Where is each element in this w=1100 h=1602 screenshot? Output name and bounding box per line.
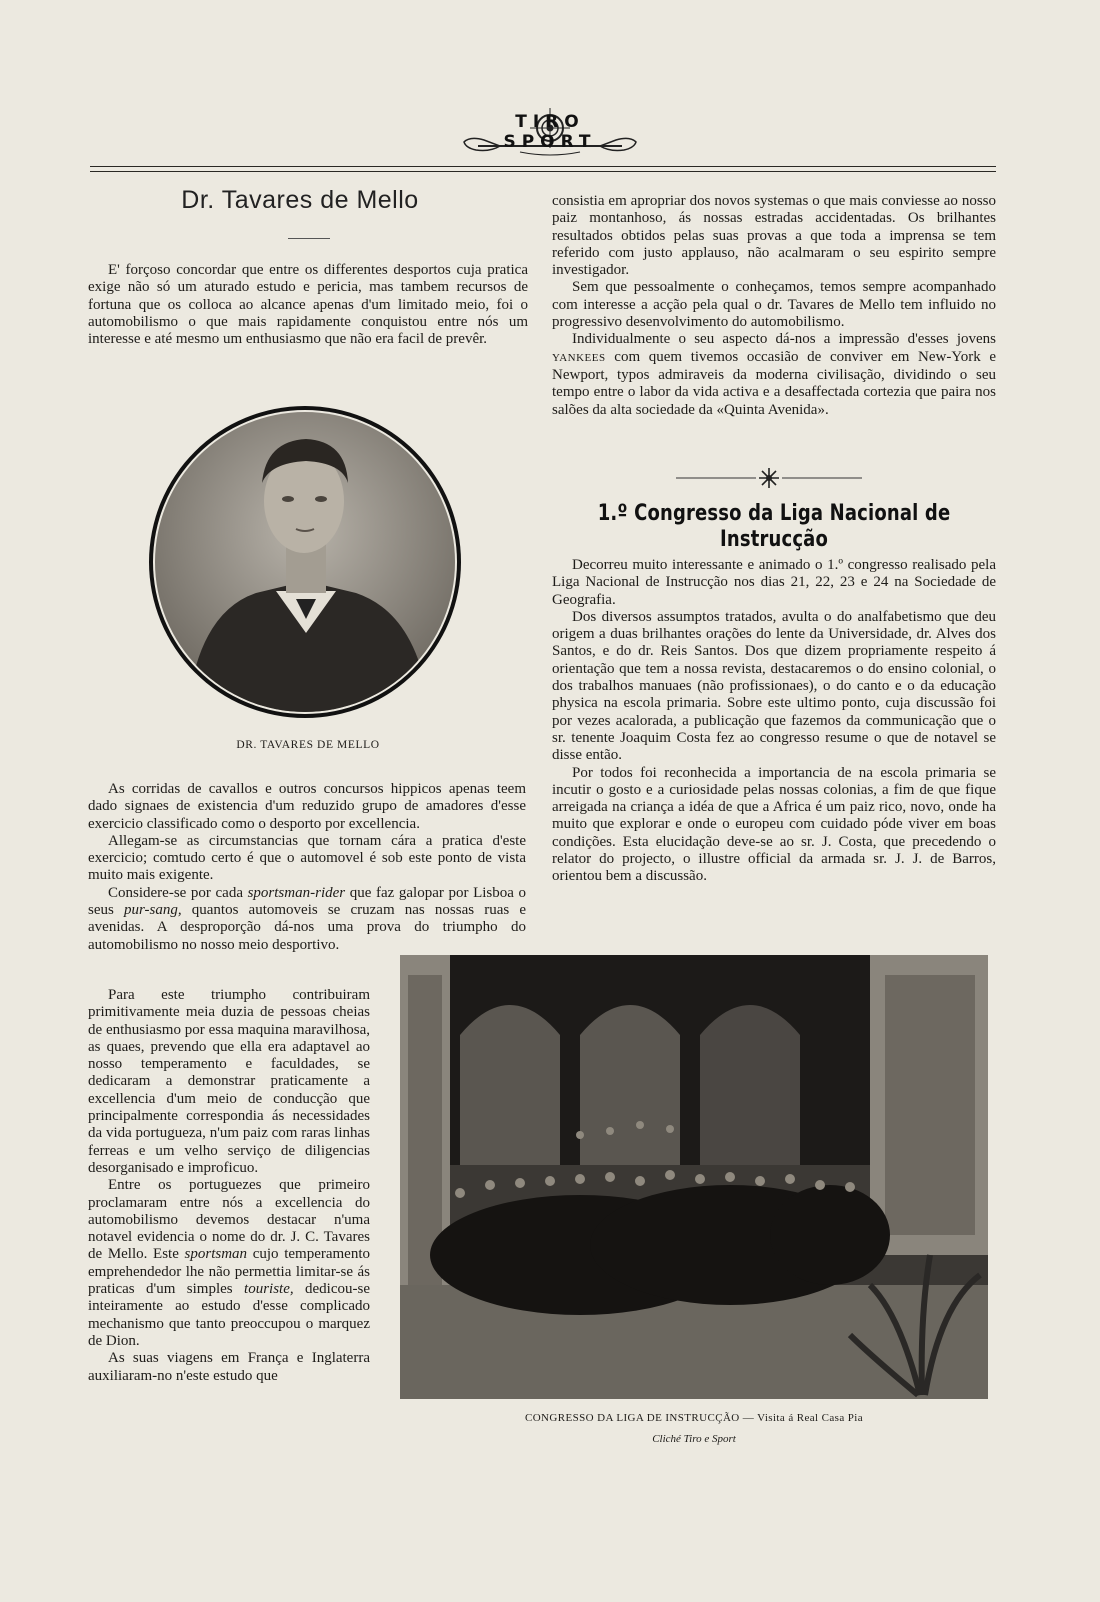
paragraph: Por todos foi reconhecida a importancia de na escola primaria se incutir o gosto e a curiosidade pelas nossas colonias, a fim de que fique arreigada na criança a idéa de que a Africa é um paiz rico, novo, onde ha muito que explorar e onde o europeu com cuidado póde viver em boas condições. Esta elucidação deve-se ao sr. J. Costa, que precedendo o relator do projecto, o illustre official da armada sr. J. J. de Barros, orientou bem a discussão. (552, 764, 996, 885)
portrait-photo (146, 403, 464, 721)
paragraph: E' forçoso concordar que entre os differentes desportos cuja pratica exige não só um aturado estudo e pericia, mas tambem recursos de fortuna que os colloca ao alcance apenas d'um limitado meio, foi o automobilismo o que mais rapidamente conquistou entre nós um interesse e até mesmo um enthusiasmo que não era facil de prevêr. (88, 262, 528, 348)
asterisk-ornament-icon (676, 465, 862, 491)
paragraph (88, 885, 526, 954)
text-run: cujo temperamento emprehendedor lhe não permettia limitar-se ás praticas d'um simples (88, 1246, 370, 1298)
italic-term: pur-sang, (123, 902, 182, 919)
paragraph (88, 1177, 370, 1350)
header-rule-thin (90, 171, 996, 172)
article-body-right (552, 193, 996, 419)
article-body-narrow (88, 987, 370, 1385)
text-run: dedicou-se inteiramente ao estudo d'esse complicado mechanismo que tanto preoccupou o marquez de Dion. (88, 1281, 370, 1349)
paragraph: As suas viagens em França e Inglaterra auxiliaram-no n'este estudo que (88, 1350, 370, 1384)
text-run: Individualmente o seu aspecto dá-nos a impressão d'esses jovens (572, 331, 996, 348)
article-title: 1.º Congresso da Liga Nacional de Instrucção (597, 500, 951, 552)
portrait-caption: DR. TAVARES DE MELLO (236, 739, 380, 751)
article-intro (88, 262, 528, 348)
article2-body (552, 557, 996, 886)
paragraph: As corridas de cavallos e outros concursos hippicos apenas teem dado signaes de existencia d'um reduzido grupo de amadores d'esse exercicio classificado como o desporto por excellencia. (88, 781, 526, 832)
ornament-divider (676, 465, 862, 491)
text-run: quantos automoveis se cruzam nas nossas ruas e avenidas. A desproporção dá-nos uma prova do triumpho do automobilismo no nosso meio desportivo. (88, 902, 526, 953)
masthead-logo (460, 106, 640, 162)
paragraph (552, 331, 996, 418)
photo-credit: Cliché Tiro e Sport (652, 1433, 736, 1445)
text-run: com quem tivemos occasião de conviver em New-York e Newport, typos admiraveis da moderna civilisação, dividindo o seu tempo entre o labor da vida activa e a desaffectada cortezia que paira nos salões da alta sociedade da «Quinta Avenida». (552, 348, 997, 418)
masthead-title: TIRO SPORT (503, 112, 597, 152)
italic-term: sportsman-rider (247, 884, 346, 901)
title-divider (288, 238, 330, 239)
text-run: Entre os portuguezes que primeiro proclamaram entre nós a excellencia do automobilismo devemos destacar n'uma notavel evidencia o nome do dr. J. C. Tavares de Mello. Este (88, 1177, 370, 1263)
italic-term: touriste, (244, 1281, 294, 1298)
italic-term: sportsman (184, 1246, 248, 1263)
small-caps-term: YANKEES (552, 351, 606, 364)
article-title: Dr. Tavares de Mello (181, 186, 419, 214)
header-rule (90, 166, 996, 167)
paragraph: Para este triumpho contribuiram primitivamente meia duzia de pessoas cheias de enthusiasmo por essa maquina maravilhosa, as quaes, prevendo que ella era adaptavel ao nosso temperamento e faculdades, se dedicaram a demonstrar praticamente a excellencia d'um meio de conducção que principalmente correspondia ás necessidades da vida portugueza, n'um paiz com raras linhas ferreas e um velho serviço de diligencias desorganisado e improficuo. (88, 987, 370, 1176)
paragraph: consistia em apropriar dos novos systemas o que mais conviesse ao nosso paiz montanhoso, ás nossas estradas accidentadas. Os brilhantes resultados obtidos pelas suas provas a que toda a imprensa se tem referido com justo applauso, não acalmaram o seu espirito sempre investigador. (552, 193, 996, 279)
text-run: que faz galopar por Lisboa o seus (88, 884, 526, 919)
paragraph: Sem que pessoalmente o conheçamos, temos sempre acompanhado com interesse a acção pela qual o dr. Tavares de Mello tem influido no progressivo desenvolvimento do automobilismo. (552, 279, 996, 331)
text-run: Considere-se por cada (108, 884, 243, 901)
photo-caption: CONGRESSO DA LIGA DE INSTRUCÇÃO — Visita á Real Casa Pia (524, 1412, 864, 1424)
paragraph: Allegam-se as circumstancias que tornam cára a pratica d'este exercicio; comtudo certo é que o automovel é sob este ponto de vista muito mais exigente. (88, 832, 526, 884)
group-photo (400, 955, 988, 1399)
article-body-left (88, 781, 526, 954)
paragraph: Decorreu muito interessante e animado o 1.º congresso realisado pela Liga Nacional de Instrucção nos dias 21, 22, 23 e 24 na Sociedade de Geografia. (552, 557, 996, 608)
paragraph: Dos diversos assumptos tratados, avulta o do analfabetismo que deu origem a duas brilhantes orações do lente da Universidade, dr. Alves dos Santos, e do dr. Reis Santos. Dos que dizem propriamente respeito á orientação que tem a nossa revista, destacaremos o do ensino colonial, o dos trabalhos manuaes (não profissionaes), o do canto e o da educação physica na escola primaria. Sobre este ultimo ponto, cuja discussão foi por vezes acalorada, a publicação que fazemos da communicação que o sr. tenente Joaquim Costa fez ao congresso resume o que de notavel se disse então. (552, 608, 996, 764)
